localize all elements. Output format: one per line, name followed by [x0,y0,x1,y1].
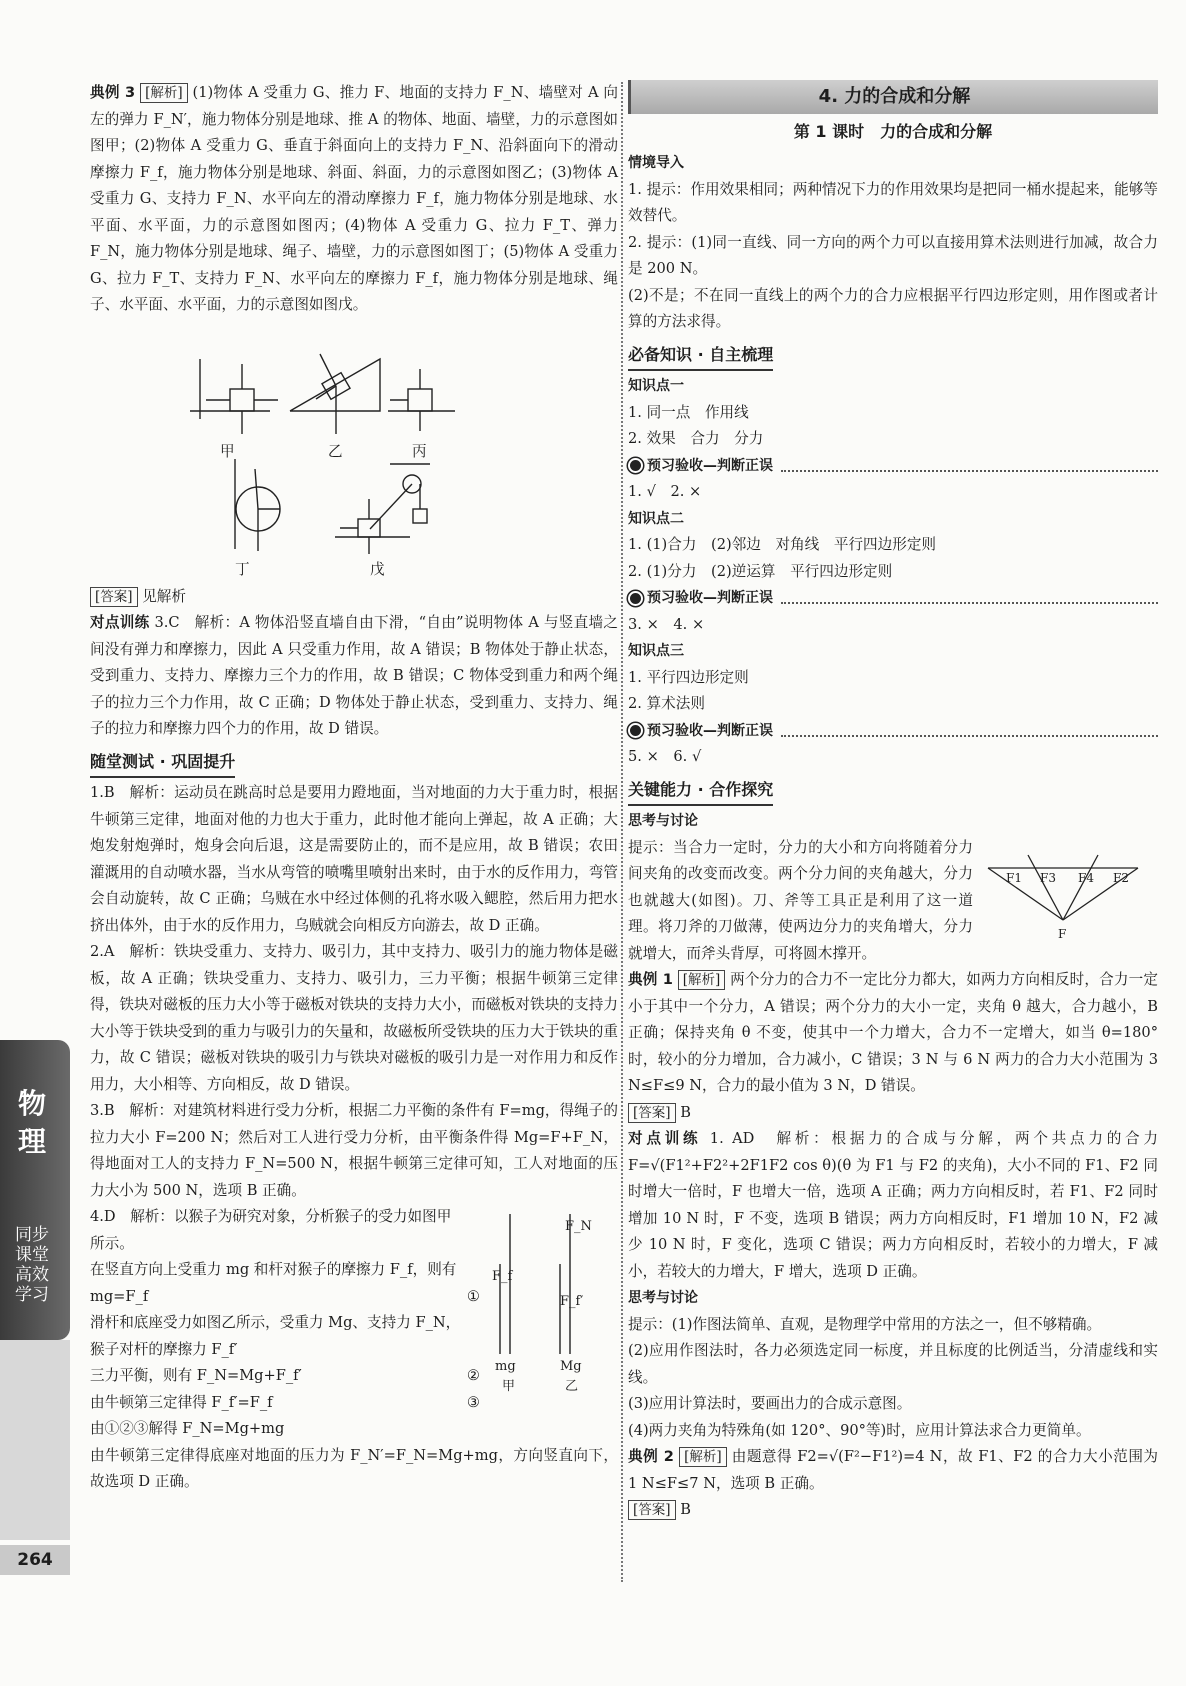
training-paragraph [90,610,618,743]
analysis-tag: [解析] [140,83,188,103]
kp1-answers: 1. √ 2. × [628,483,702,500]
training-label: 对点训练 [90,614,150,631]
side-strip [0,1340,70,1540]
test-heading: 随堂测试 · 巩固提升 [90,749,235,779]
force-diagrams-svg [90,319,618,584]
eq-mark-3: ③ [466,1393,480,1411]
lesson-title: 第 1 课时 力的合成和分解 [793,122,993,141]
q4-line: 由①②③解得 F_N=Mg+mg [90,1420,285,1437]
fig-label-bing: 丙 [412,442,427,460]
eq-mark-1: ① [466,1287,480,1305]
intro-1: 1. 提示：作用效果相同；两种情况下力的作用效果均是把同一桶水提起来，能够等效替代。 [628,180,1158,224]
check-row [628,453,1158,480]
answer-tag: [答案] [90,587,138,607]
think-heading: 思考与讨论 [628,813,698,829]
question-2: 2.A 解析：铁块受重力、支持力、吸引力，其中支持力、吸引力的施力物体是磁板，故 A 正确；铁块受重力、支持力、吸引力，三力平衡；根据牛顿第三定律得，铁块对磁板的压力大小等于磁板对铁块的支持力大小，而磁板对铁块的支持力大小等于铁块受到的重力与吸引力的矢量和，故磁板所受铁块的压力大于铁块的重力，故 C 错误；磁板对铁块的吸引力与铁块对磁板的吸引力是一对作用力和反作用力，大小相等、方向相反，故 D 错误。 [90,943,618,1093]
kp1-heading: 知识点一 [628,378,684,394]
think2-2: (2)应用作图法时，各力必须选定同一标度，并且标度的比例适当，分清虚线和实线。 [628,1342,1158,1386]
side-subject: 物理 [17,1087,46,1158]
example1-paragraph [628,967,1158,1100]
answer-tag: [答案] [628,1103,676,1123]
label-f: F [1058,926,1067,941]
label-fn: F_N [565,1219,592,1234]
answer-line [90,584,618,611]
side-text: 同步课堂 高效学习 [15,1225,49,1305]
intro-2: 2. 提示：(1)同一直线、同一方向的两个力可以直接用算术法则进行加减，故合力是 200 N。 [628,233,1158,277]
example3-label: 典例 3 [90,84,136,101]
label-mg: mg [495,1359,516,1374]
q4-line: 滑杆和底座受力如图乙所示，受重力 Mg、支持力 F_N， [90,1314,461,1331]
q4-conclusion: 由牛顿第三定律得底座对地面的压力为 F_N′=F_N=Mg+mg，方向竖直向下，故选项 D 正确。 [90,1446,618,1490]
label-Mg: Mg [560,1359,582,1374]
answer-text: 见解析 [142,587,186,605]
example3-paragraph [90,80,618,319]
bullet-icon [628,458,643,473]
intro-3: (2)不是；不在同一直线上的两个力的合力应根据平行四边形定则，用作图或者计算的方法求得。 [628,286,1158,330]
training-paragraph [628,1126,1158,1285]
training-text: 1. AD 解析：根据力的合成与分解，两个共点力的合力 F=√(F1²+F2²+2F1F2 cos θ)(θ 为 F1 与 F2 的夹角)，大小不同的 F1、F2 同时增大一倍时，F 也增大一倍，选项 A 正确；两力方向相反时，若 F1、F2 同时增加 10 N 时，F 不变，选项 B 错误；两力方向相反时，F1 增加 10 N，F2 减少 10 N 时，F 变化，选项 C 错误；两力方向相反时，若较小的力增大，F 减小，若较大的力增大，F 增大，选项 D 正确。 [628,1130,1158,1280]
kp2-item2: 2. (1)分力 (2)逆运算 平行四边形定则 [628,562,893,580]
kp2-heading: 知识点二 [628,510,684,527]
q4-line: 所示。 [90,1234,134,1252]
analysis-tag: [解析] [679,1447,727,1467]
kp2-answers: 3. × 4. × [628,615,705,633]
think2-1: 提示：(1)作图法简单、直观，是物理学中常用的方法之一，但不够精确。 [628,1315,1102,1333]
q4-line: mg=F_f [90,1287,149,1305]
q4-line: 猴子对杆的摩擦力 F_f′ [90,1340,238,1358]
example1-answer [628,1100,1158,1127]
left-column [90,80,618,1496]
force-diagrams [90,319,618,584]
key-ability-heading: 关键能力 · 合作探究 [628,777,773,807]
example1-text: 两个分力的合力不一定比分力都大，如两力方向相反时，合力一定小于其中一个分力，A 错误；两个分力的大小一定，夹角 θ 越大，合力越小，B 正确；保持夹角 θ 不变，使其中一个力增大，合力不一定增大，如当 θ=180°时，较小的分力增加，合力减小，C 错误；3 N 与 6 N 两力的合力大小范围为 3 N≤F≤9 N，合力的最小值为 3 N，D 错误。 [628,971,1158,1094]
answer-tag: [答案] [628,1500,676,1520]
section-banner: 4. 力的合成和分解 [628,80,1158,114]
question-4 [90,1204,618,1443]
kp1-item2: 2. 效果 合力 分力 [628,430,764,447]
label-ff-prime: F_f′ [560,1294,584,1309]
think-text: 提示：当合力一定时，分力的大小和方向将随着分力间夹角的改变而改变。两个分力间的夹角越大，分力也就越大(如图)。刀、斧等工具正是利用了这一道理。将刀斧的刀做薄，使两边分力的夹角增大，分力就增大，而斧头背厚，可将圆木撑开。 [628,838,973,962]
right-column [628,80,1158,1524]
label-f1: F1 [1006,870,1022,885]
label-f3: F3 [1040,870,1056,885]
kp3-item2: 2. 算术法则 [628,695,705,712]
intro-heading: 情境导入 [628,155,684,171]
kp3-answers: 5. × 6. √ [628,748,702,765]
label-ff: F_f [492,1269,513,1284]
analysis-tag: [解析] [678,970,726,990]
question-3: 3.B 解析：对建筑材料进行受力分析，根据二力平衡的条件有 F=mg，得绳子的拉力大小 F=200 N；然后对工人进行受力分析，由平衡条件得 Mg=F+F_N，得地面对工人的支持力 F_N=500 N，根据牛顿第三定律可知，工人对地面的压力大小为 500 N，选项 B 正确。 [90,1102,618,1199]
think2-heading: 思考与讨论 [628,1290,698,1306]
knowledge-heading: 必备知识 · 自主梳理 [628,342,773,372]
eq-mark-2: ② [466,1367,480,1384]
think-block [628,835,1158,968]
label-f4: F4 [1078,870,1094,885]
check-label: 预习验收—判断正误 [647,590,773,606]
think2-4: (4)两力夹角为特殊角(如 120°、90°等)时，应用计算法求合力更简单。 [628,1421,1091,1439]
fig-label-ding: 丁 [235,560,250,578]
example2-paragraph [628,1444,1158,1497]
check-label: 预习验收—判断正误 [647,722,773,739]
q4-line: 三力平衡，则有 F_N=Mg+F_f′ [90,1367,302,1384]
think2-3: (3)应用计算法时，要画出力的合成示意图。 [628,1395,912,1412]
training-label: 对点训练 [628,1130,702,1147]
example2-answer [628,1497,1158,1524]
label-f2: F2 [1113,870,1129,885]
example2-text: 由题意得 F2=√(F²−F1²)=4 N，故 F1、F2 的合力大小范围为 1 N≤F≤7 N，选项 B 正确。 [628,1448,1159,1492]
check-row [628,585,1158,612]
example2-label: 典例 2 [628,1448,674,1465]
bullet-icon [628,591,643,606]
kp1-item1: 1. 同一点 作用线 [628,403,749,421]
fig-label-jia: 甲 [220,442,235,460]
fig-label-wu: 戊 [370,560,385,578]
check-label: 预习验收—判断正误 [647,457,773,474]
check-row [628,718,1158,745]
example3-text: (1)物体 A 受重力 G、推力 F、地面的支持力 F_N、墙壁对 A 向左的弹力 F_N′，施力物体分别是地球、推 A 的物体、地面、墙壁，力的示意图如图甲；(2)物体 A 受重力 G、垂直于斜面向上的支持力 F_N、沿斜面向下的滑动摩擦力 F_f，施力物体分别是地球、斜面、斜面，力的示意图如图乙；(3)物体 A 受重力 G、支持力 F_N、水平向左的滑动摩擦力 F_f，施力物体分别是地球、水平面、水平面，力的示意图如图丙；(4)物体 A 受重力 G、拉力 F_T、弹力 F_N，施力物体分别是地球、绳子、墙壁，力的示意图如图丁；(5)物体 A 受重力 G、拉力 F_T、支持力 F_N、水平向左的摩擦力 F_f，施力物体分别是地球、绳子、水平面、水平面，力的示意图如图戊。 [90,84,618,313]
question-1: 1.B 解析：运动员在跳高时总是要用力蹬地面，当对地面的力大于重力时，根据牛顿第三定律，地面对他的力也大于重力，此时他才能向上弹起，故 A 正确；大炮发射炮弹时，炮身会向后退，这是需要防止的，而不是应用，故 B 错误；农田灌溉用的自动喷水器，当水从弯管的喷嘴里喷射出来时，由于水的反作用力，弯管会自动旋转，故 C 正确；乌贼在水中经过体侧的孔将水吸入鳃腔，然后用力把水挤出体外，由于水的反作用力，乌贼就会向相反方向游去，故 D 正确。 [90,784,618,934]
answer-value: B [680,1501,691,1518]
fig-label-yi: 乙 [328,442,343,460]
label-yi: 乙 [565,1379,579,1394]
kp3-heading: 知识点三 [628,643,684,659]
training-text: 3.C 解析：A 物体沿竖直墙自由下滑，“自由”说明物体 A 与竖直墙之间没有弹力和摩擦力，因此 A 只受重力作用，故 A 错误；B 物体处于静止状态，受到重力、支持力、摩擦力三个力的作用，故 B 错误；C 物体受到重力和两个绳子的拉力三个力作用，故 C 正确；D 物体处于静止状态，受到重力、支持力、绳子的拉力和摩擦力四个力的作用，故 D 错误。 [90,614,618,737]
kp3-item1: 1. 平行四边形定则 [628,668,749,686]
label-jia: 甲 [502,1379,516,1394]
answer-value: B [680,1103,691,1121]
column-divider [621,82,623,1582]
kp2-item1: 1. (1)合力 (2)邻边 对角线 平行四边形定则 [628,536,937,553]
bullet-icon [628,723,643,738]
q4-line: 由牛顿第三定律得 F_f′=F_f [90,1393,273,1411]
page-number: 264 [0,1545,70,1575]
example1-label: 典例 1 [628,971,673,988]
q4-line: 在竖直方向上受重力 mg 和杆对猴子的摩擦力 F_f，则有 [90,1261,457,1278]
q4-line: 4.D 解析：以猴子为研究对象，分析猴子的受力如图甲 [90,1208,452,1225]
